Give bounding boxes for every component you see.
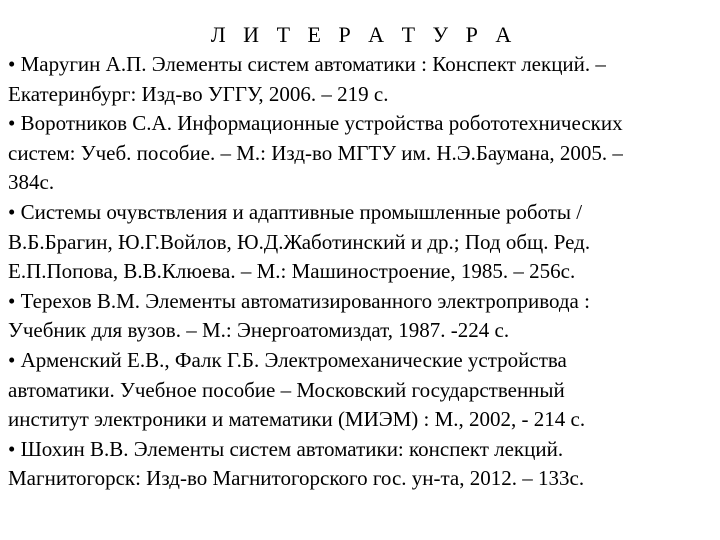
reference-line: Е.П.Попова, В.В.Клюева. – М.: Машиностроение, 1985. – 256с. (8, 259, 576, 284)
reference-item (8, 287, 712, 346)
reference-item (8, 198, 712, 287)
reference-line: • Арменский Е.В., Фалк Г.Б. Электромеханические устройства (8, 347, 567, 372)
reference-line: 384с. (8, 170, 55, 195)
reference-item (8, 346, 712, 435)
reference-line: систем: Учеб. пособие. – М.: Изд-во МГТУ им. Н.Э.Баумана, 2005. – (8, 140, 623, 165)
reference-list (8, 50, 712, 494)
page-title: Л И Т Е Р А Т У Р А (210, 22, 518, 47)
reference-item (8, 109, 712, 198)
reference-line: институт электроники и математики (МИЭМ) : М., 2002, - 214 с. (8, 407, 586, 432)
reference-line: Магнитогорск: Изд-во Магнитогорского гос. ун-та, 2012. – 133с. (8, 466, 585, 491)
reference-line: • Маругин А.П. Элементы систем автоматики : Конспект лекций. – (8, 52, 606, 76)
reference-item (8, 435, 712, 494)
reference-line: • Шохин В.В. Элементы систем автоматики: конспект лекций. (8, 436, 564, 461)
reference-line: • Системы очувствления и адаптивные промышленные роботы / (8, 199, 583, 224)
reference-line: • Воротников С.А. Информационные устройства робототехнических (8, 111, 623, 136)
reference-line: В.Б.Брагин, Ю.Г.Войлов, Ю.Д.Жаботинский и др.; Под общ. Ред. (8, 229, 591, 254)
reference-item (8, 50, 712, 109)
reference-line: Екатеринбург: Изд-во УГГУ, 2006. – 219 с. (8, 81, 389, 106)
reference-line: Учебник для вузов. – М.: Энергоатомиздат, 1987. -224 с. (8, 318, 510, 343)
reference-line: • Терехов В.М. Элементы автоматизированного электропривода : (8, 288, 590, 313)
reference-line: автоматики. Учебное пособие – Московский государственный (8, 377, 565, 402)
